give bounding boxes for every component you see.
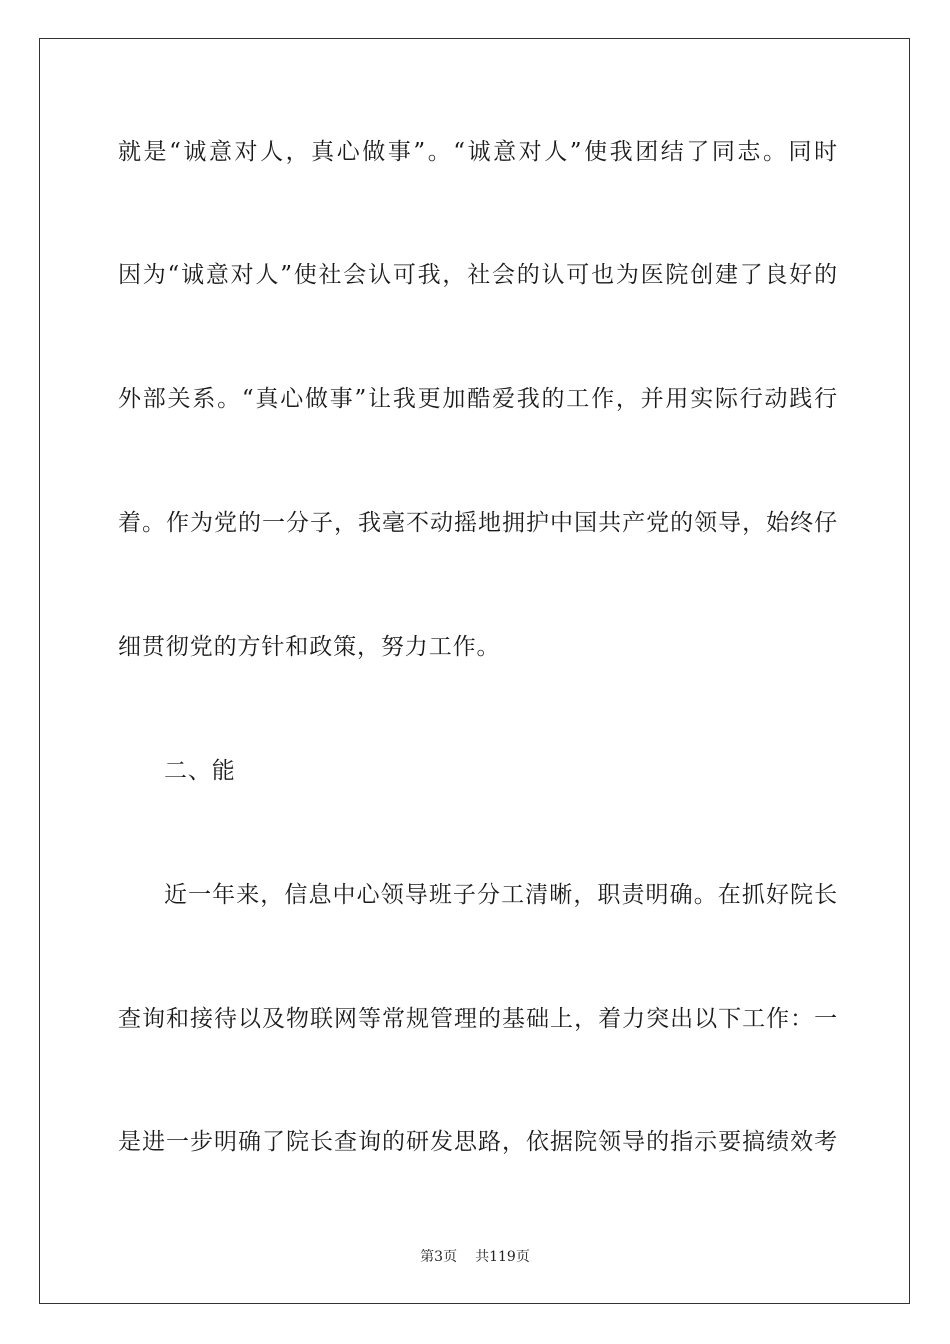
body-text-line: 因为“诚意对人”使社会认可我，社会的认可也为医院创建了良好的 [118, 262, 838, 288]
page-total: 共119页 [475, 1249, 530, 1265]
body-text-line: 就是“诚意对人，真心做事”。“诚意对人”使我团结了同志。同时 [118, 139, 838, 165]
body-text-line: 细贯彻党的方针和政策，努力工作。 [118, 634, 501, 660]
body-text-line: 着。作为党的一分子，我毫不动摇地拥护中国共产党的领导，始终仔 [118, 510, 838, 536]
page-frame [39, 38, 910, 1304]
body-text-line: 外部关系。“真心做事”让我更加酷爱我的工作，并用实际行动践行 [118, 386, 838, 412]
body-text-line: 是进一步明确了院长查询的研发思路，依据院领导的指示要搞绩效考 [118, 1129, 838, 1155]
body-text-line: 近一年来，信息中心领导班子分工清晰，职责明确。在抓好院长 [164, 882, 838, 908]
body-text-line: 查询和接待以及物联网等常规管理的基础上，着力突出以下工作：一 [118, 1006, 838, 1032]
section-heading: 二、能 [164, 758, 236, 784]
page-number: 第3页 [420, 1249, 458, 1265]
page-footer [0, 1248, 950, 1266]
